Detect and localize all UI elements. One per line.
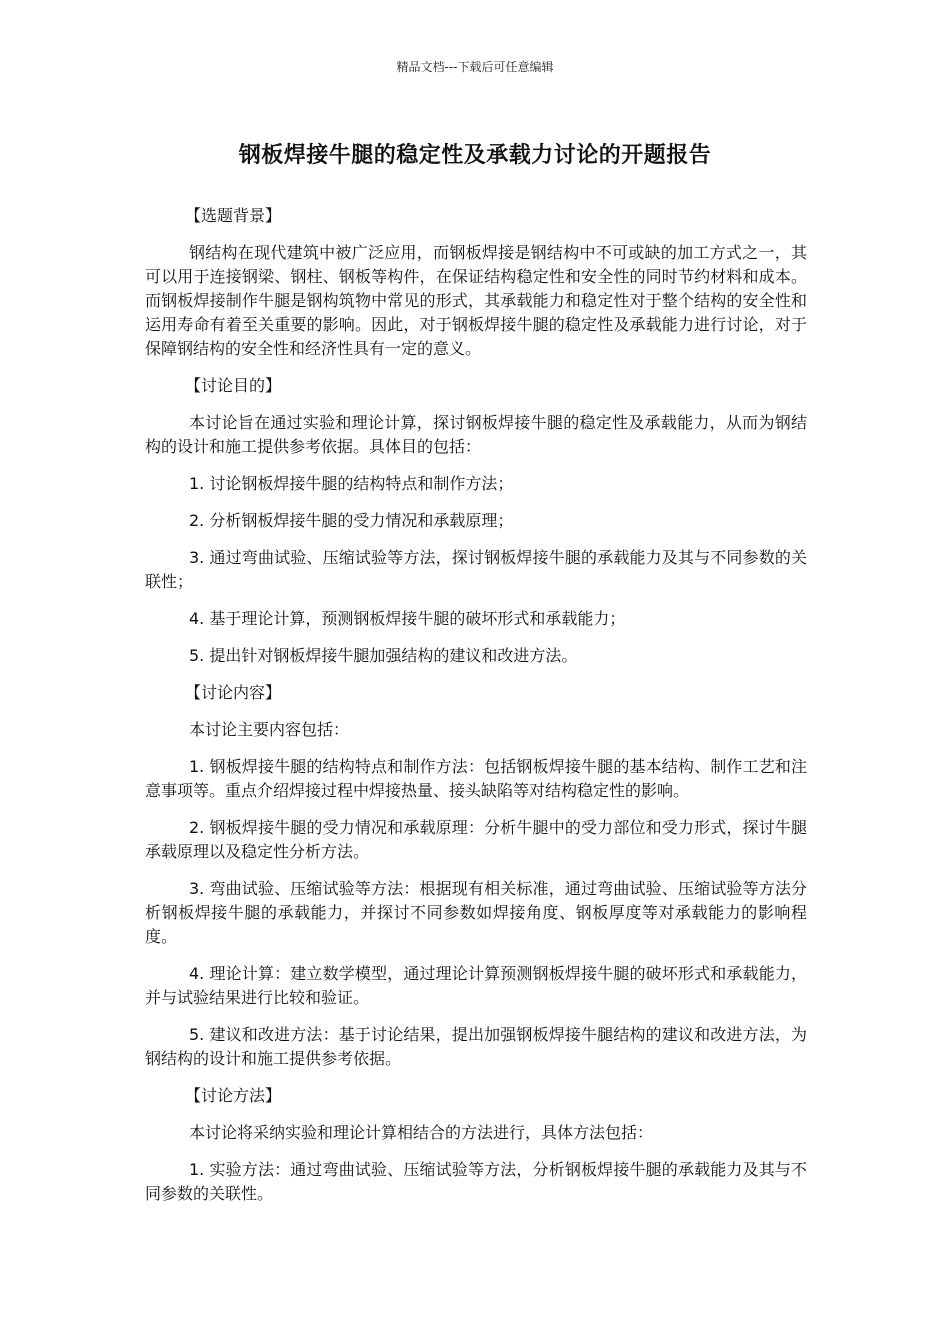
list-item: 2. 钢板焊接牛腿的受力情况和承载原理：分析牛腿中的受力部位和受力形式，探讨牛腿承载原理以及稳定性分析方法。 — [145, 818, 807, 861]
list-item: 3. 弯曲试验、压缩试验等方法：根据现有相关标准，通过弯曲试验、压缩试验等方法分析钢板焊接牛腿的承载能力，并探讨不同参数如焊接角度、钢板厚度等对承载能力的影响程度。 — [145, 879, 807, 946]
list-item: 5. 建议和改进方法：基于讨论结果，提出加强钢板焊接牛腿结构的建议和改进方法，为钢结构的设计和施工提供参考依据。 — [145, 1025, 807, 1068]
list-item: 1. 讨论钢板焊接牛腿的结构特点和制作方法； — [189, 474, 514, 493]
paragraph: 本讨论旨在通过实验和理论计算，探讨钢板焊接牛腿的稳定性及承载能力，从而为钢结构的设计和施工提供参考依据。具体目的包括： — [145, 413, 807, 456]
section-heading-content: 【讨论内容】 — [185, 683, 282, 702]
paragraph: 本讨论将采纳实验和理论计算相结合的方法进行，具体方法包括： — [189, 1123, 654, 1142]
list-item: 1. 实验方法：通过弯曲试验、压缩试验等方法，分析钢板焊接牛腿的承载能力及其与不同参数的关联性。 — [145, 1160, 807, 1203]
section-heading-purpose: 【讨论目的】 — [185, 376, 282, 395]
list-item: 1. 钢板焊接牛腿的结构特点和制作方法：包括钢板焊接牛腿的基本结构、制作工艺和注意事项等。重点介绍焊接过程中焊接热量、接头缺陷等对结构稳定性的影响。 — [145, 757, 807, 800]
list-item: 3. 通过弯曲试验、压缩试验等方法，探讨钢板焊接牛腿的承载能力及其与不同参数的关联性； — [145, 548, 807, 591]
list-item: 4. 理论计算：建立数学模型，通过理论计算预测钢板焊接牛腿的破坏形式和承载能力，并与试验结果进行比较和验证。 — [145, 964, 807, 1007]
document-title: 钢板焊接牛腿的稳定性及承载力讨论的开题报告 — [238, 143, 712, 168]
document-body — [145, 204, 807, 1219]
section-heading-background: 【选题背景】 — [185, 206, 282, 225]
header-note: 精品文档---下载后可任意编辑 — [396, 60, 554, 74]
paragraph: 钢结构在现代建筑中被广泛应用，而钢板焊接是钢结构中不可或缺的加工方式之一，其可以用于连接钢梁、钢柱、钢板等构件，在保证结构稳定性和安全性的同时节约材料和成本。而钢板焊接制作牛腿是钢构筑物中常见的形式，其承载能力和稳定性对于整个结构的安全性和运用寿命有着至关重要的影响。因此，对于钢板焊接牛腿的稳定性及承载能力进行讨论，对于保障钢结构的安全性和经济性具有一定的意义。 — [145, 243, 807, 358]
list-item: 2. 分析钢板焊接牛腿的受力情况和承载原理； — [189, 511, 514, 530]
list-item: 4. 基于理论计算，预测钢板焊接牛腿的破坏形式和承载能力； — [189, 609, 626, 628]
paragraph: 本讨论主要内容包括： — [189, 720, 350, 739]
list-item: 5. 提出针对钢板焊接牛腿加强结构的建议和改进方法。 — [189, 646, 578, 665]
section-heading-method: 【讨论方法】 — [185, 1086, 282, 1105]
